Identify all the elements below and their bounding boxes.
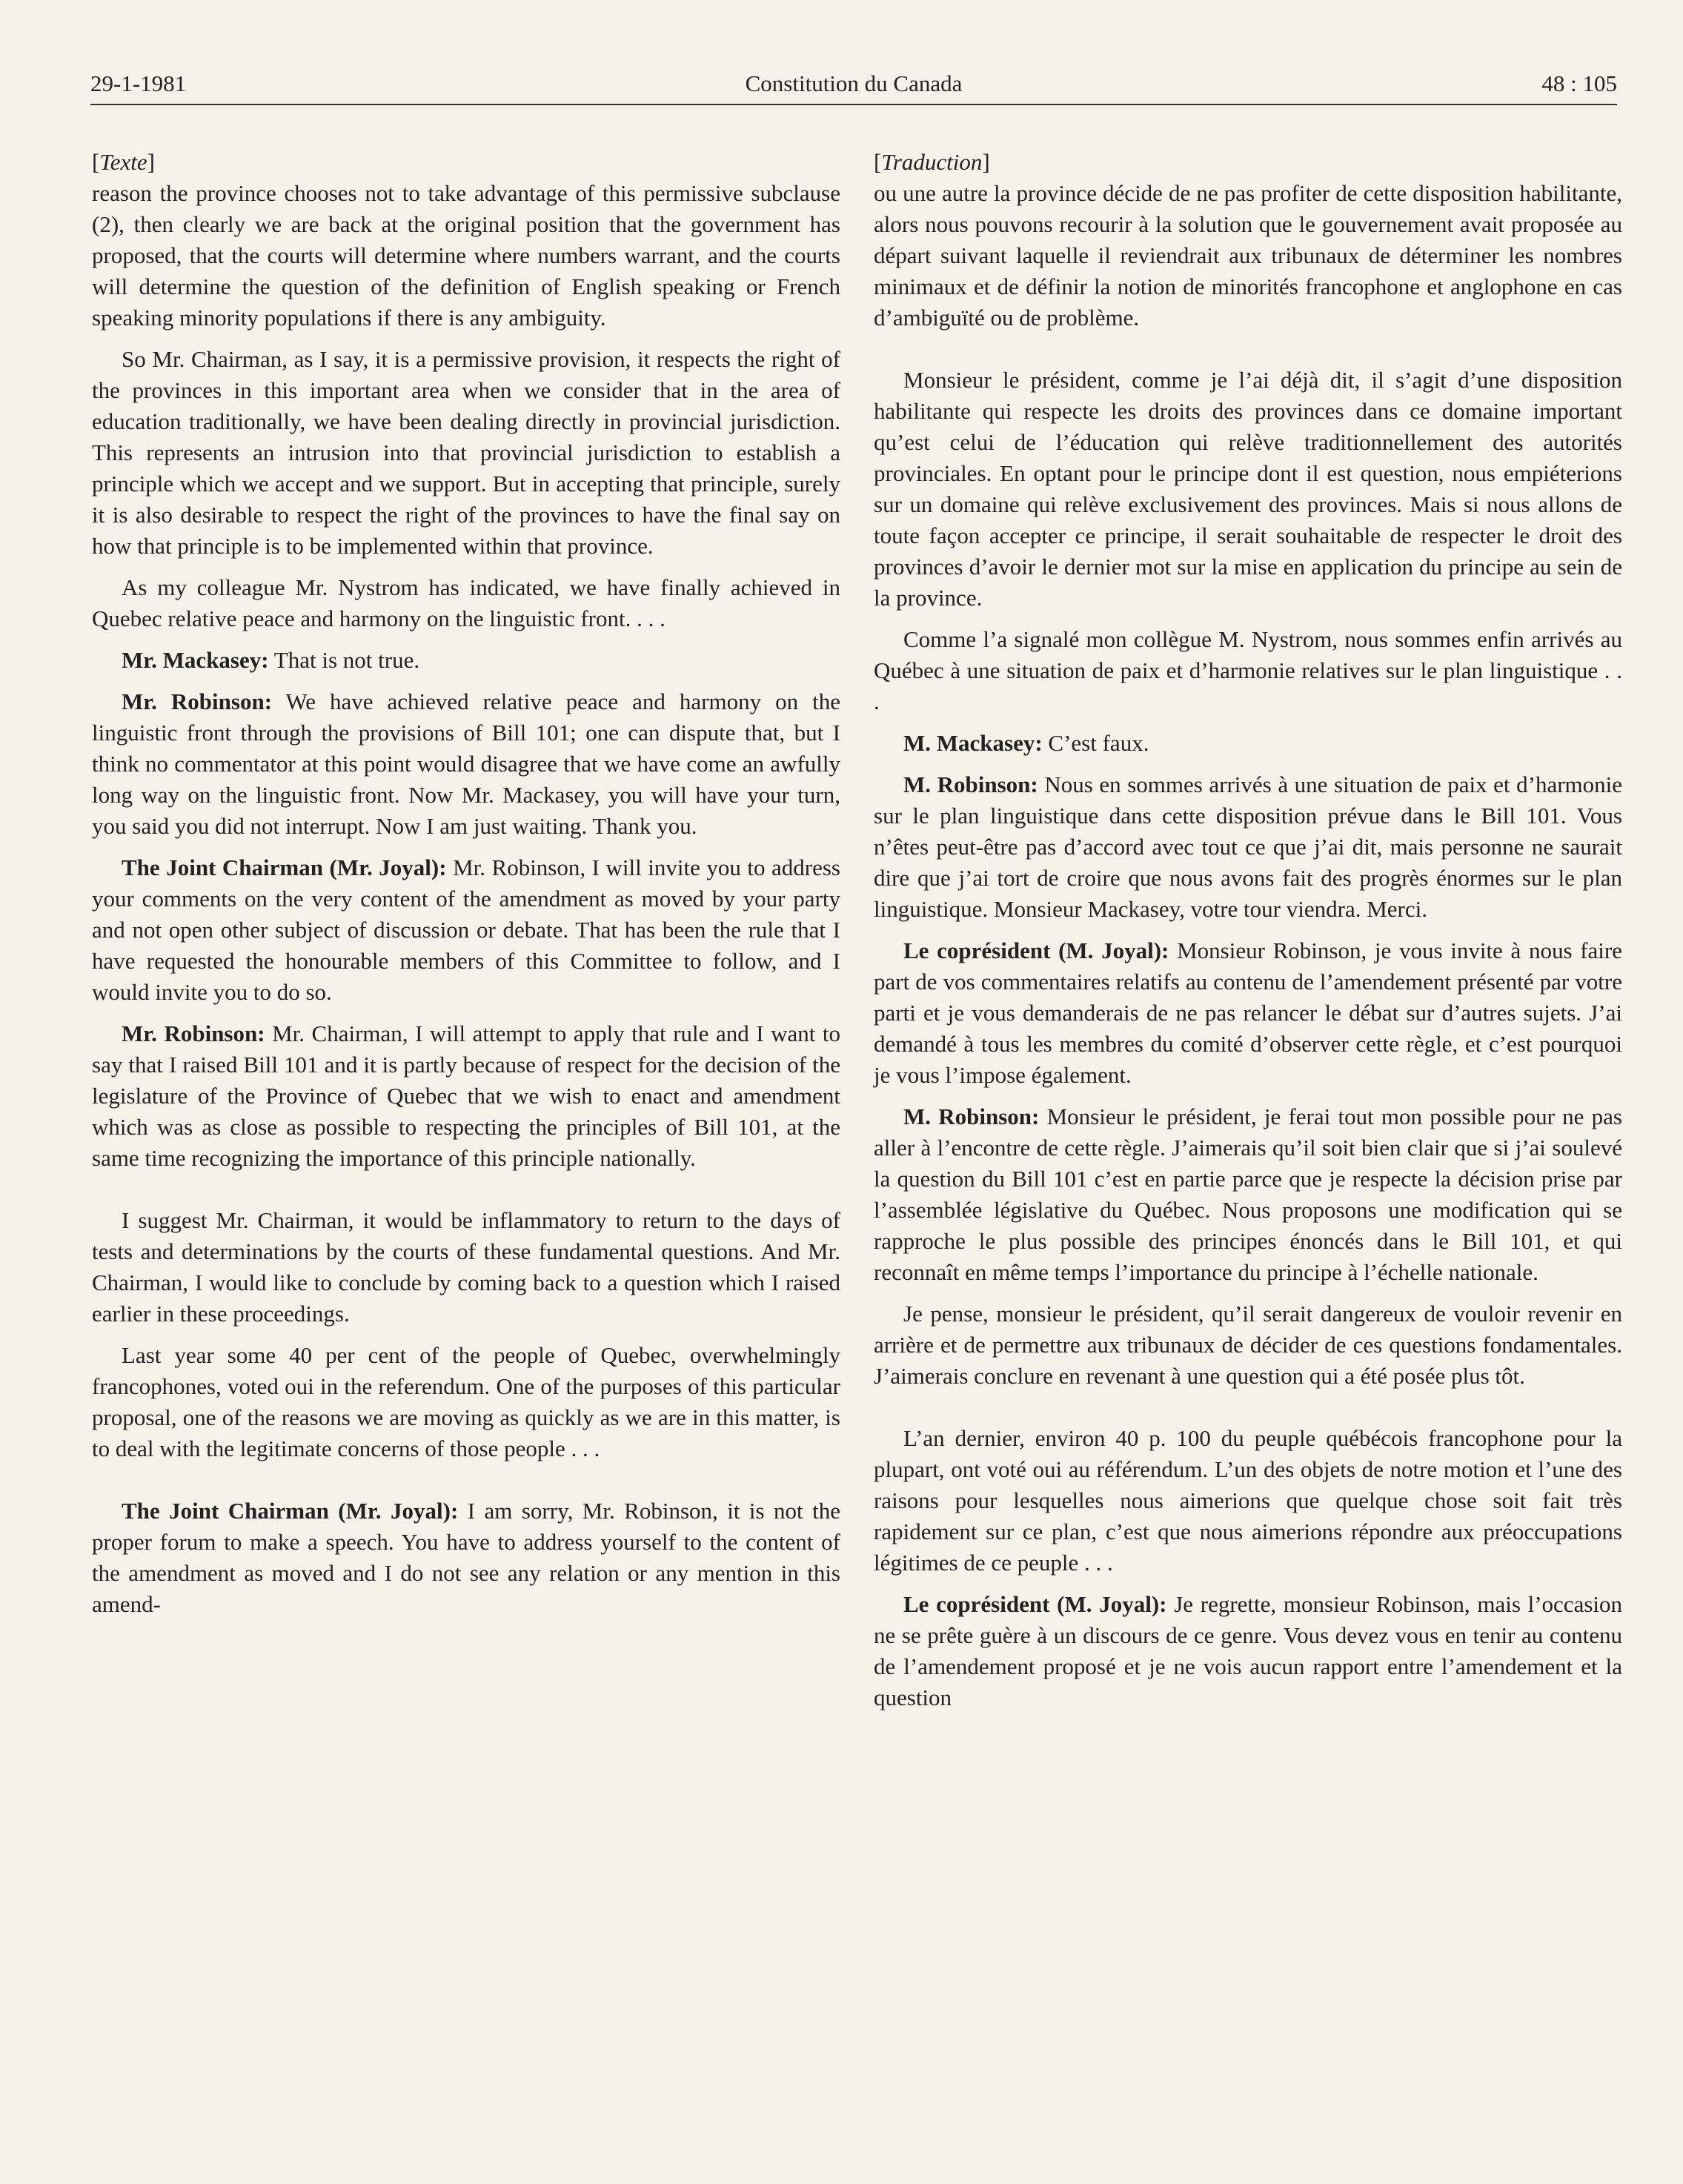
paragraph: The Joint Chairman (Mr. Joyal): Mr. Robinson, I will invite you to address your comments on the very content of the amendment as moved by your party and not open other subject of discussion or debate. That has been the rule that I have requested the honourable members of this Committee to follow, and I would invite you to do so. [92, 854, 840, 1005]
paragraph: M. Robinson: Monsieur le président, je ferai tout mon possible pour ne pas aller à l’encontre de cette règle. J’aimerais qu’il soit bien clair que si j’ai soulevé la question du Bill 101 c’est en partie parce que je respecte la décision prise par l’assemblée législative du Québec. Nous proposons une modification qui se rapproche le plus possible des principes énoncés dans le Bill 101, et qui reconnaît en même temps l’importance du principe à l’échelle nationale. [874, 1103, 1622, 1285]
french-column [874, 147, 1622, 1724]
paragraph: M. Robinson: Nous en sommes arrivés à une situation de paix et d’harmonie sur le plan linguistique dans cette disposition prévue dans le Bill 101. Vous n’êtes peut-être pas d’accord avec tout ce que j’ai dit, mais personne ne saurait dire que j’ai tort de croire que nous avons fait des progrès énormes sur le plan linguistique. Monsieur Mackasey, votre tour viendra. Merci. [874, 771, 1623, 922]
page-header [90, 70, 1617, 104]
header-title: Constitution du Canada [745, 70, 963, 96]
paragraph: Le coprésident (M. Joyal): Je regrette, monsieur Robinson, mais l’occasion ne se prête guère à un discours de ce genre. Vous devez vous en tenir au contenu de l’amendement proposé et je ne vois aucun rapport entre l’amendement et la question [874, 1591, 1623, 1710]
paragraph: So Mr. Chairman, as I say, it is a permissive provision, it respects the right of the provinces in this important area when we consider that in the area of education traditionally, we have been dealing directly in provincial jurisdiction. This represents an intrusion into that provincial jurisdiction to establish a principle which we accept and we support. But in accepting that principle, surely it is also desirable to respect the right of the provinces to have the final say on how that principle is to be implemented within that province. [92, 346, 840, 559]
paragraph: Mr. Mackasey: That is not true. [122, 647, 420, 673]
paragraph: Monsieur le président, comme je l’ai déjà dit, il s’agit d’une disposition habilitante qui respecte les droits des provinces dans ce domaine important qu’est celui de l’éducation qui relève traditionnellement des autorités provinciales. En optant pour le principe dont il est question, nous empiéterions sur un domaine qui relève exclusivement des provinces. Mais si nous allons de toute façon accepter ce principe, il serait souhaitable de respecter le droit des provinces d’avoir le dernier mot sur la mise en application du principe au sein de la province. [874, 367, 1622, 611]
paragraph: Mr. Robinson: We have achieved relative peace and harmony on the linguistic front through the provisions of Bill 101; one can dispute that, but I think no commentator at this point would disagree that we have come an awfully long way on the linguistic front. Now Mr. Mackasey, you will have your turn, you said you did not interrupt. Now I am just waiting. Thank you. [92, 688, 840, 839]
english-column [92, 147, 840, 1630]
header-page-number: 48 : 105 [1541, 70, 1617, 96]
header-date: 29-1-1981 [90, 70, 187, 96]
paragraph: I suggest Mr. Chairman, it would be inflammatory to return to the days of tests and determinations by the courts of these fundamental questions. And Mr. Chairman, I would like to conclude by coming back to a question which I raised earlier in these proceedings. [92, 1207, 840, 1327]
paragraph: M. Mackasey: C’est faux. [903, 730, 1149, 756]
paragraph: As my colleague Mr. Nystrom has indicated, we have finally achieved in Quebec relative peace and harmony on the linguistic front. . . . [92, 574, 840, 631]
paragraph: Je pense, monsieur le président, qu’il serait dangereux de vouloir revenir en arrière et de permettre aux tribunaux de décider de ces questions fondamentales. J’aimerais conclure en revenant à une question qui a été posée plus tôt. [874, 1301, 1622, 1389]
paragraph: ou une autre la province décide de ne pas profiter de cette disposition habilitante, alors nous pouvons recourir à la solution que le gouvernement avait proposée au départ suivant laquelle il reviendrait aux tribunaux de déterminer les nombres minimaux et de définir la notion de minorités francophone et anglophone en cas d’ambiguïté ou de problème. [874, 180, 1622, 331]
language-label-traduction: [Traduction] [874, 149, 990, 175]
paragraph: Le coprésident (M. Joyal): Monsieur Robinson, je vous invite à nous faire part de vos commentaires relatifs au contenu de l’amendement présenté par votre parti et je vous demanderais de ne pas relancer le débat sur d’autres sujets. J’ai demandé à tous les membres du comité d’observer cette règle, et c’est pourquoi je vous l’impose également. [874, 937, 1623, 1088]
paragraph: Comme l’a signalé mon collègue M. Nystrom, nous sommes enfin arrivés au Québec à une situation de paix et d’harmonie relatives sur le plan linguistique . . . [874, 626, 1622, 714]
paragraph: Mr. Robinson: Mr. Chairman, I will attempt to apply that rule and I want to say that I raised Bill 101 and it is partly because of respect for the decision of the legislature of the Province of Quebec that we wish to enact and amendment which was as close as possible to respecting the principles of Bill 101, at the same time recognizing the importance of this principle nationally. [92, 1020, 840, 1171]
header-rule [90, 104, 1617, 105]
paragraph: reason the province chooses not to take advantage of this permissive subclause (2), then clearly we are back at the original position that the government has proposed, that the courts will determine where numbers warrant, and the courts will determine the question of the definition of English speaking or French speaking minority populations if there is any ambiguity. [92, 180, 840, 331]
language-label-text: [Texte] [92, 149, 155, 175]
paragraph: Last year some 40 per cent of the people of Quebec, overwhelmingly francophones, voted oui in the referendum. One of the purposes of this particular proposal, one of the reasons we are moving as quickly as we are in this matter, is to deal with the legitimate concerns of those people . . . [92, 1342, 840, 1461]
paragraph: The Joint Chairman (Mr. Joyal): I am sorry, Mr. Robinson, it is not the proper forum to make a speech. You have to address yourself to the content of the amendment as moved and I do not see any relation or any mention in this amend- [92, 1498, 841, 1617]
paragraph: L’an dernier, environ 40 p. 100 du peuple québécois francophone pour la plupart, ont voté oui au référendum. L’un des objets de notre motion et l’une des raisons pour lesquelles nous aimerions que quelque chose soit fait très rapidement sur ce plan, c’est que nous aimerions répondre aux préoccupations légitimes de ce peuple . . . [874, 1425, 1622, 1576]
